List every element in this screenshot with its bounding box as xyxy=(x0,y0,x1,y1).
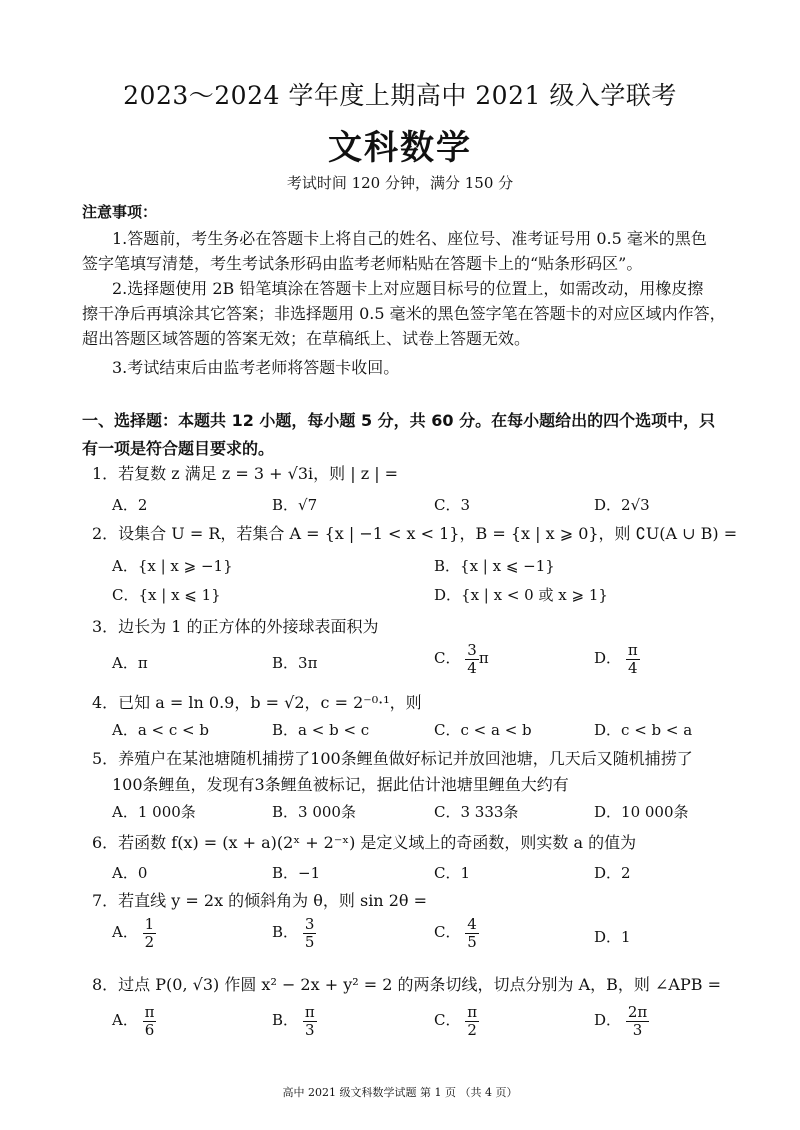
q1-option-b: B．√7 xyxy=(272,496,318,514)
q5-option-c: C．3 333条 xyxy=(434,803,519,821)
q8-option-d-fraction: $\frac{2\pi}{3}$ xyxy=(627,1003,648,1039)
notes-line: 擦干净后再填涂其它答案；非选择题用 0.5 毫米的黑色签字笔在答题卡的对应区域内作答， xyxy=(82,304,726,323)
q8-option-d: D． $\frac{2\pi}{3}$ xyxy=(594,1003,648,1039)
q3-option-c-fraction: $\frac{3}{4}$ xyxy=(467,641,477,677)
q6-option-b: B．−1 xyxy=(272,864,321,882)
q4-option-c: C．c < a < b xyxy=(434,721,532,739)
q8-option-b-fraction: $\frac{\pi}{3}$ xyxy=(304,1003,315,1039)
q2-option-d: D．{x | x < 0 或 x ⩾ 1} xyxy=(434,586,608,604)
question-2-stem: 2．设集合 U = R，若集合 A = {x | −1 < x < 1}，B = {x | x ⩾ 0}，则 ∁U(A ∪ B) = xyxy=(92,524,738,543)
question-8-stem: 8．过点 P(0, √3) 作圆 x² − 2x + y² = 2 的两条切线，切点分别为 A，B，则 ∠APB = xyxy=(92,975,721,994)
notes-line: 签字笔填写清楚，考生考试条形码由监考老师粘贴在答题卡上的“贴条形码区”。 xyxy=(82,254,643,273)
q5-option-d: D．10 000条 xyxy=(594,803,689,821)
question-4-stem: 4．已知 a = ln 0.9，b = √2，c = 2⁻⁰·¹，则 xyxy=(92,693,422,712)
q7-option-d: D．1 xyxy=(594,928,631,946)
notes-line: 2.选择题使用 2B 铅笔填涂在答题卡上对应题目标号的位置上，如需改动，用橡皮擦 xyxy=(112,279,704,298)
notes-line: 3.考试结束后由监考老师将答题卡收回。 xyxy=(112,358,400,377)
q3-option-b: B．3π xyxy=(272,654,318,672)
q2-option-c: C．{x | x ⩽ 1} xyxy=(112,586,221,604)
q1-option-a: A．2 xyxy=(112,496,148,514)
q6-option-a: A．0 xyxy=(112,864,148,882)
subject-title: 文科数学 xyxy=(328,128,472,168)
question-3-stem: 3．边长为 1 的正方体的外接球表面积为 xyxy=(92,617,379,636)
q7-option-c: C． $\frac{4}{5}$ xyxy=(434,915,477,951)
exam-info: 考试时间 120 分钟，满分 150 分 xyxy=(286,174,514,192)
question-5-stem-line1: 5．养殖户在某池塘随机捕捞了100条鲤鱼做好标记并放回池塘，几天后又随机捕捞了 xyxy=(92,749,693,768)
q8-option-a: A． $\frac{\pi}{6}$ xyxy=(112,1003,155,1039)
question-5-stem-line2: 100条鲤鱼，发现有3条鲤鱼被标记，据此估计池塘里鲤鱼大约有 xyxy=(112,775,569,794)
question-1-stem: 1．若复数 z 满足 z = 3 + √3i，则 | z | = xyxy=(92,464,399,483)
question-7-stem: 7．若直线 y = 2x 的倾斜角为 θ，则 sin 2θ = xyxy=(92,891,428,910)
q3-option-d-fraction: $\frac{\pi}{4}$ xyxy=(627,641,638,677)
q4-option-a: A．a < c < b xyxy=(112,721,209,739)
q7-option-c-fraction: $\frac{4}{5}$ xyxy=(467,915,477,951)
q7-option-b: B． $\frac{3}{5}$ xyxy=(272,915,315,951)
q2-option-a: A．{x | x ⩾ −1} xyxy=(112,557,233,575)
q3-option-c: C． $\frac{3}{4}$ π xyxy=(434,641,489,677)
q3-option-d: D． $\frac{\pi}{4}$ xyxy=(594,641,638,677)
q7-option-a: A． $\frac{1}{2}$ xyxy=(112,915,155,951)
q4-option-d: D．c < b < a xyxy=(594,721,693,739)
q8-option-c: C． $\frac{\pi}{2}$ xyxy=(434,1003,478,1039)
exam-title: 2023～2024 学年度上期高中 2021 级入学联考 xyxy=(123,81,677,110)
q4-option-b: B．a < b < c xyxy=(272,721,370,739)
q7-option-a-fraction: $\frac{1}{2}$ xyxy=(144,915,155,951)
q8-option-a-fraction: $\frac{\pi}{6}$ xyxy=(144,1003,155,1039)
q5-option-b: B．3 000条 xyxy=(272,803,356,821)
section-heading: 一、选择题：本题共 12 小题，每小题 5 分，共 60 分。在每小题给出的四个选项中，只有一项是符合题目要求的。 xyxy=(82,411,716,458)
q3-option-a: A．π xyxy=(112,654,148,672)
q1-option-c: C．3 xyxy=(434,496,471,514)
q1-option-d: D．2√3 xyxy=(594,496,650,514)
q2-option-b: B．{x | x ⩽ −1} xyxy=(434,557,555,575)
q8-option-b: B． $\frac{\pi}{3}$ xyxy=(272,1003,315,1039)
notes-line: 1.答题前，考生务必在答题卡上将自己的姓名、座位号、准考证号用 0.5 毫米的黑色 xyxy=(112,229,707,248)
q6-option-d: D．2 xyxy=(594,864,631,882)
q7-option-b-fraction: $\frac{3}{5}$ xyxy=(304,915,315,951)
q6-option-c: C．1 xyxy=(434,864,471,882)
q8-option-c-fraction: $\frac{\pi}{2}$ xyxy=(467,1003,478,1039)
notes-title: 注意事项： xyxy=(82,203,158,221)
question-6-stem: 6．若函数 f(x) = (x + a)(2ˣ + 2⁻ˣ) 是定义域上的奇函数，则实数 a 的值为 xyxy=(92,833,637,852)
q5-option-a: A．1 000条 xyxy=(112,803,196,821)
notes-line: 超出答题区域答题的答案无效；在草稿纸上、试卷上答题无效。 xyxy=(82,329,531,348)
page-footer: 高中 2021 级文科数学试题 第 1 页 （共 4 页） xyxy=(282,1086,518,1099)
